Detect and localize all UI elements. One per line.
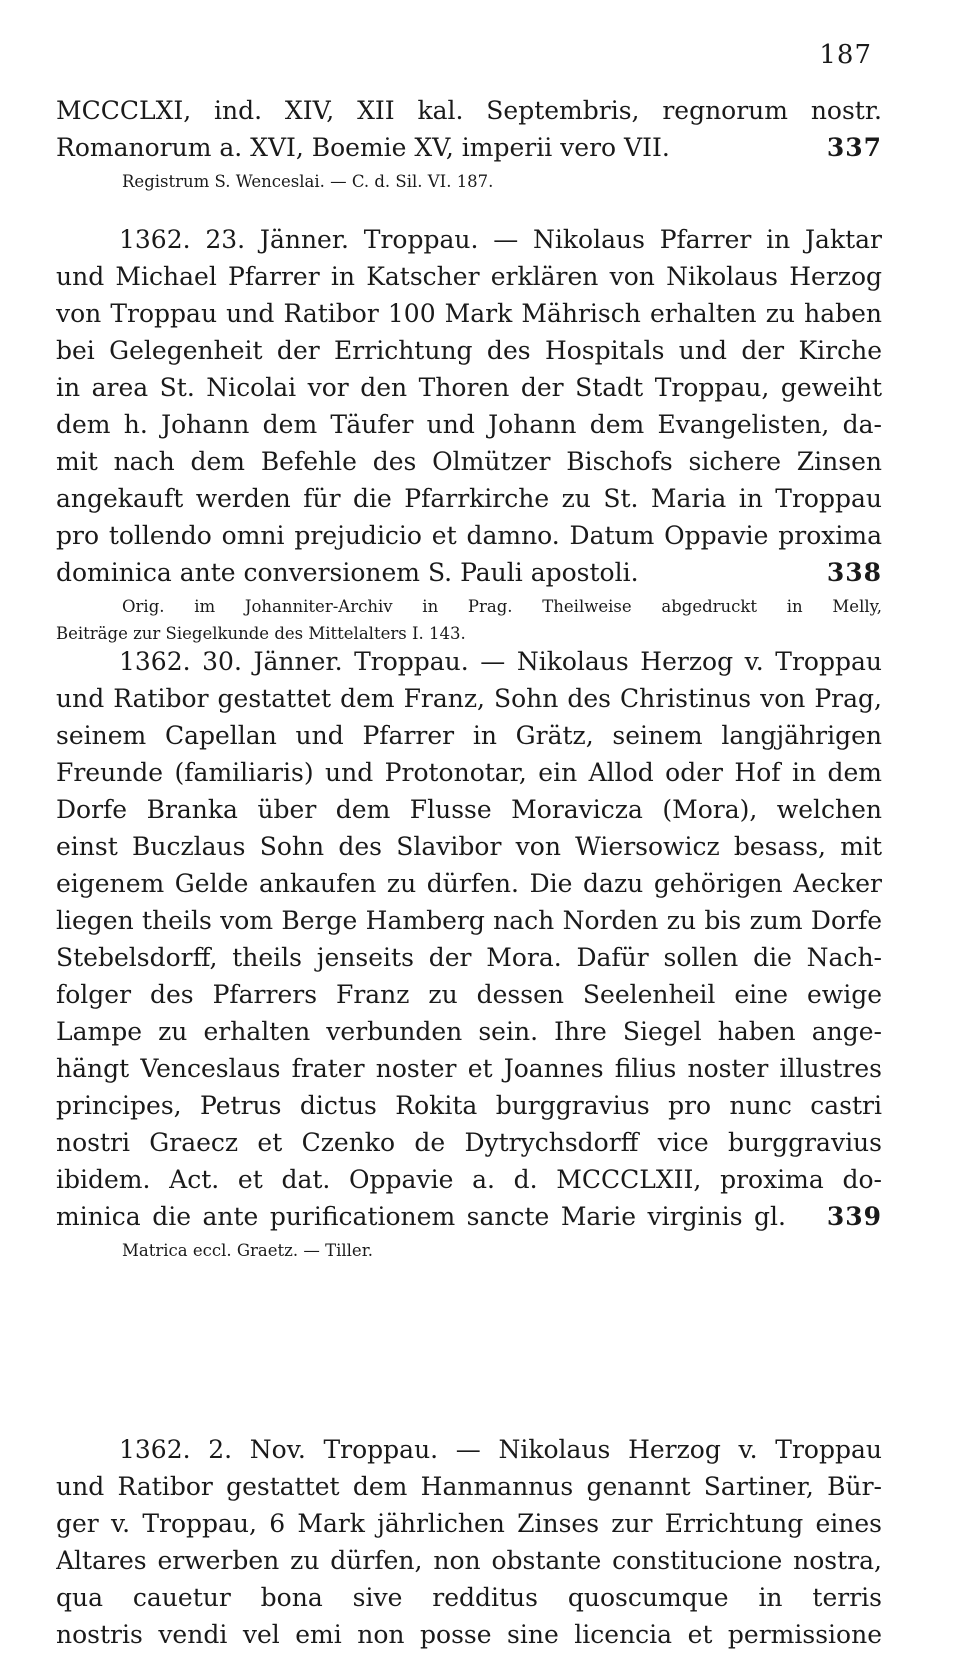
entry-line: bei Gelegenheit der Errichtung des Hospitals und der Kirche [56, 336, 882, 365]
entry-number: 338 [819, 554, 882, 591]
entry-line: in area St. Nicolai vor den Thoren der Stadt Troppau, geweiht [56, 373, 882, 402]
entry-line: eigenem Gelde ankaufen zu dürfen. Die dazu gehörigen Aecker [56, 869, 882, 898]
entry-line: Freunde (familiaris) und Protonotar, ein Allod oder Hof in dem [56, 758, 882, 787]
page-number: 187 [819, 40, 872, 70]
entry-number: 337 [819, 129, 882, 166]
entry-last-line-wrap [56, 1198, 882, 1235]
entry-line: hängt Venceslaus frater noster et Joannes filius noster illustres [56, 1054, 882, 1083]
entry-line: Altares erwerben zu dürfen, non obstante constitucione nostra, [56, 1546, 882, 1575]
entry-line: und Michael Pfarrer in Katscher erklären von Nikolaus Herzog [56, 262, 882, 291]
entry-line: folger des Pfarrers Franz zu dessen Seelenheil eine ewige [56, 980, 882, 1009]
entry-line: pro tollendo omni prejudicio et damno. Datum Oppavie proxima [56, 521, 882, 550]
entry-line: 1362. 30. Jänner. Troppau. — Nikolaus Herzog v. Troppau [119, 647, 882, 676]
entry-line: einst Buczlaus Sohn des Slavibor von Wiersowicz besass, mit [56, 832, 882, 861]
entry-340 [56, 1431, 882, 1653]
source-note: Matrica eccl. Graetz. — Tiller. [122, 1241, 374, 1260]
entry-line: mit nach dem Befehle des Olmützer Bischofs sichere Zinsen [56, 447, 882, 476]
entry-line: dominica ante conversionem S. Pauli apostoli. [56, 558, 639, 587]
entry-last-line-wrap [56, 554, 882, 591]
entry-line: dem h. Johann dem Täufer und Johann dem Evangelisten, da- [56, 410, 882, 439]
entry-line: 1362. 2. Nov. Troppau. — Nikolaus Herzog v. Troppau [119, 1435, 882, 1464]
source-note: Beiträge zur Siegelkunde des Mittelalters I. 143. [56, 624, 466, 643]
entry-line: Romanorum a. XVI, Boemie XV, imperii vero VII. [56, 133, 670, 162]
entry-line: Stebelsdorff, theils jenseits der Mora. Dafür sollen die Nach- [56, 943, 882, 972]
entry-line: 1362. 23. Jänner. Troppau. — Nikolaus Pfarrer in Jaktar [119, 225, 882, 254]
entry-line: principes, Petrus dictus Rokita burggravius pro nunc castri [56, 1091, 882, 1120]
entry-line: ger v. Troppau, 6 Mark jährlichen Zinses zur Errichtung eines [56, 1509, 882, 1538]
entry-line: und Ratibor gestattet dem Hanmannus genannt Sartiner, Bür- [56, 1472, 882, 1501]
entry-line: von Troppau und Ratibor 100 Mark Mährisch erhalten zu haben [56, 299, 882, 328]
entry-last-line-wrap [56, 129, 882, 166]
entry-line: angekauft werden für die Pfarrkirche zu St. Maria in Troppau [56, 484, 882, 513]
entry-338 [56, 221, 882, 647]
entry-line: nostri Graecz et Czenko de Dytrychsdorff vice burggravius [56, 1128, 882, 1157]
entry-line: minica die ante purificationem sancte Marie virginis gl. [56, 1202, 786, 1231]
entry-339 [56, 643, 882, 1264]
entry-line: Lampe zu erhalten verbunden sein. Ihre Siegel haben ange- [56, 1017, 882, 1046]
entry-number: 339 [819, 1198, 882, 1235]
entry-line: qua cauetur bona sive redditus quoscumque in terris [56, 1583, 882, 1612]
entry-line: MCCCLXI, ind. XIV, XII kal. Septembris, regnorum nostr. [56, 96, 882, 125]
entry-line: und Ratibor gestattet dem Franz, Sohn des Christinus von Prag, [56, 684, 882, 713]
entry-line: Dorfe Branka über dem Flusse Moravicza (Mora), welchen [56, 795, 882, 824]
entry-337 [56, 92, 882, 195]
source-note: Registrum S. Wenceslai. — C. d. Sil. VI. 187. [122, 172, 494, 191]
source-note: Orig. im Johanniter-Archiv in Prag. Theilweise abgedruckt in Melly, [122, 597, 882, 616]
entry-line: nostris vendi vel emi non posse sine licencia et permissione [56, 1620, 882, 1649]
entry-line: ibidem. Act. et dat. Oppavie a. d. MCCCLXII, proxima do- [56, 1165, 882, 1194]
entry-line: liegen theils vom Berge Hamberg nach Norden zu bis zum Dorfe [56, 906, 882, 935]
entry-line: seinem Capellan und Pfarrer in Grätz, seinem langjährigen [56, 721, 882, 750]
